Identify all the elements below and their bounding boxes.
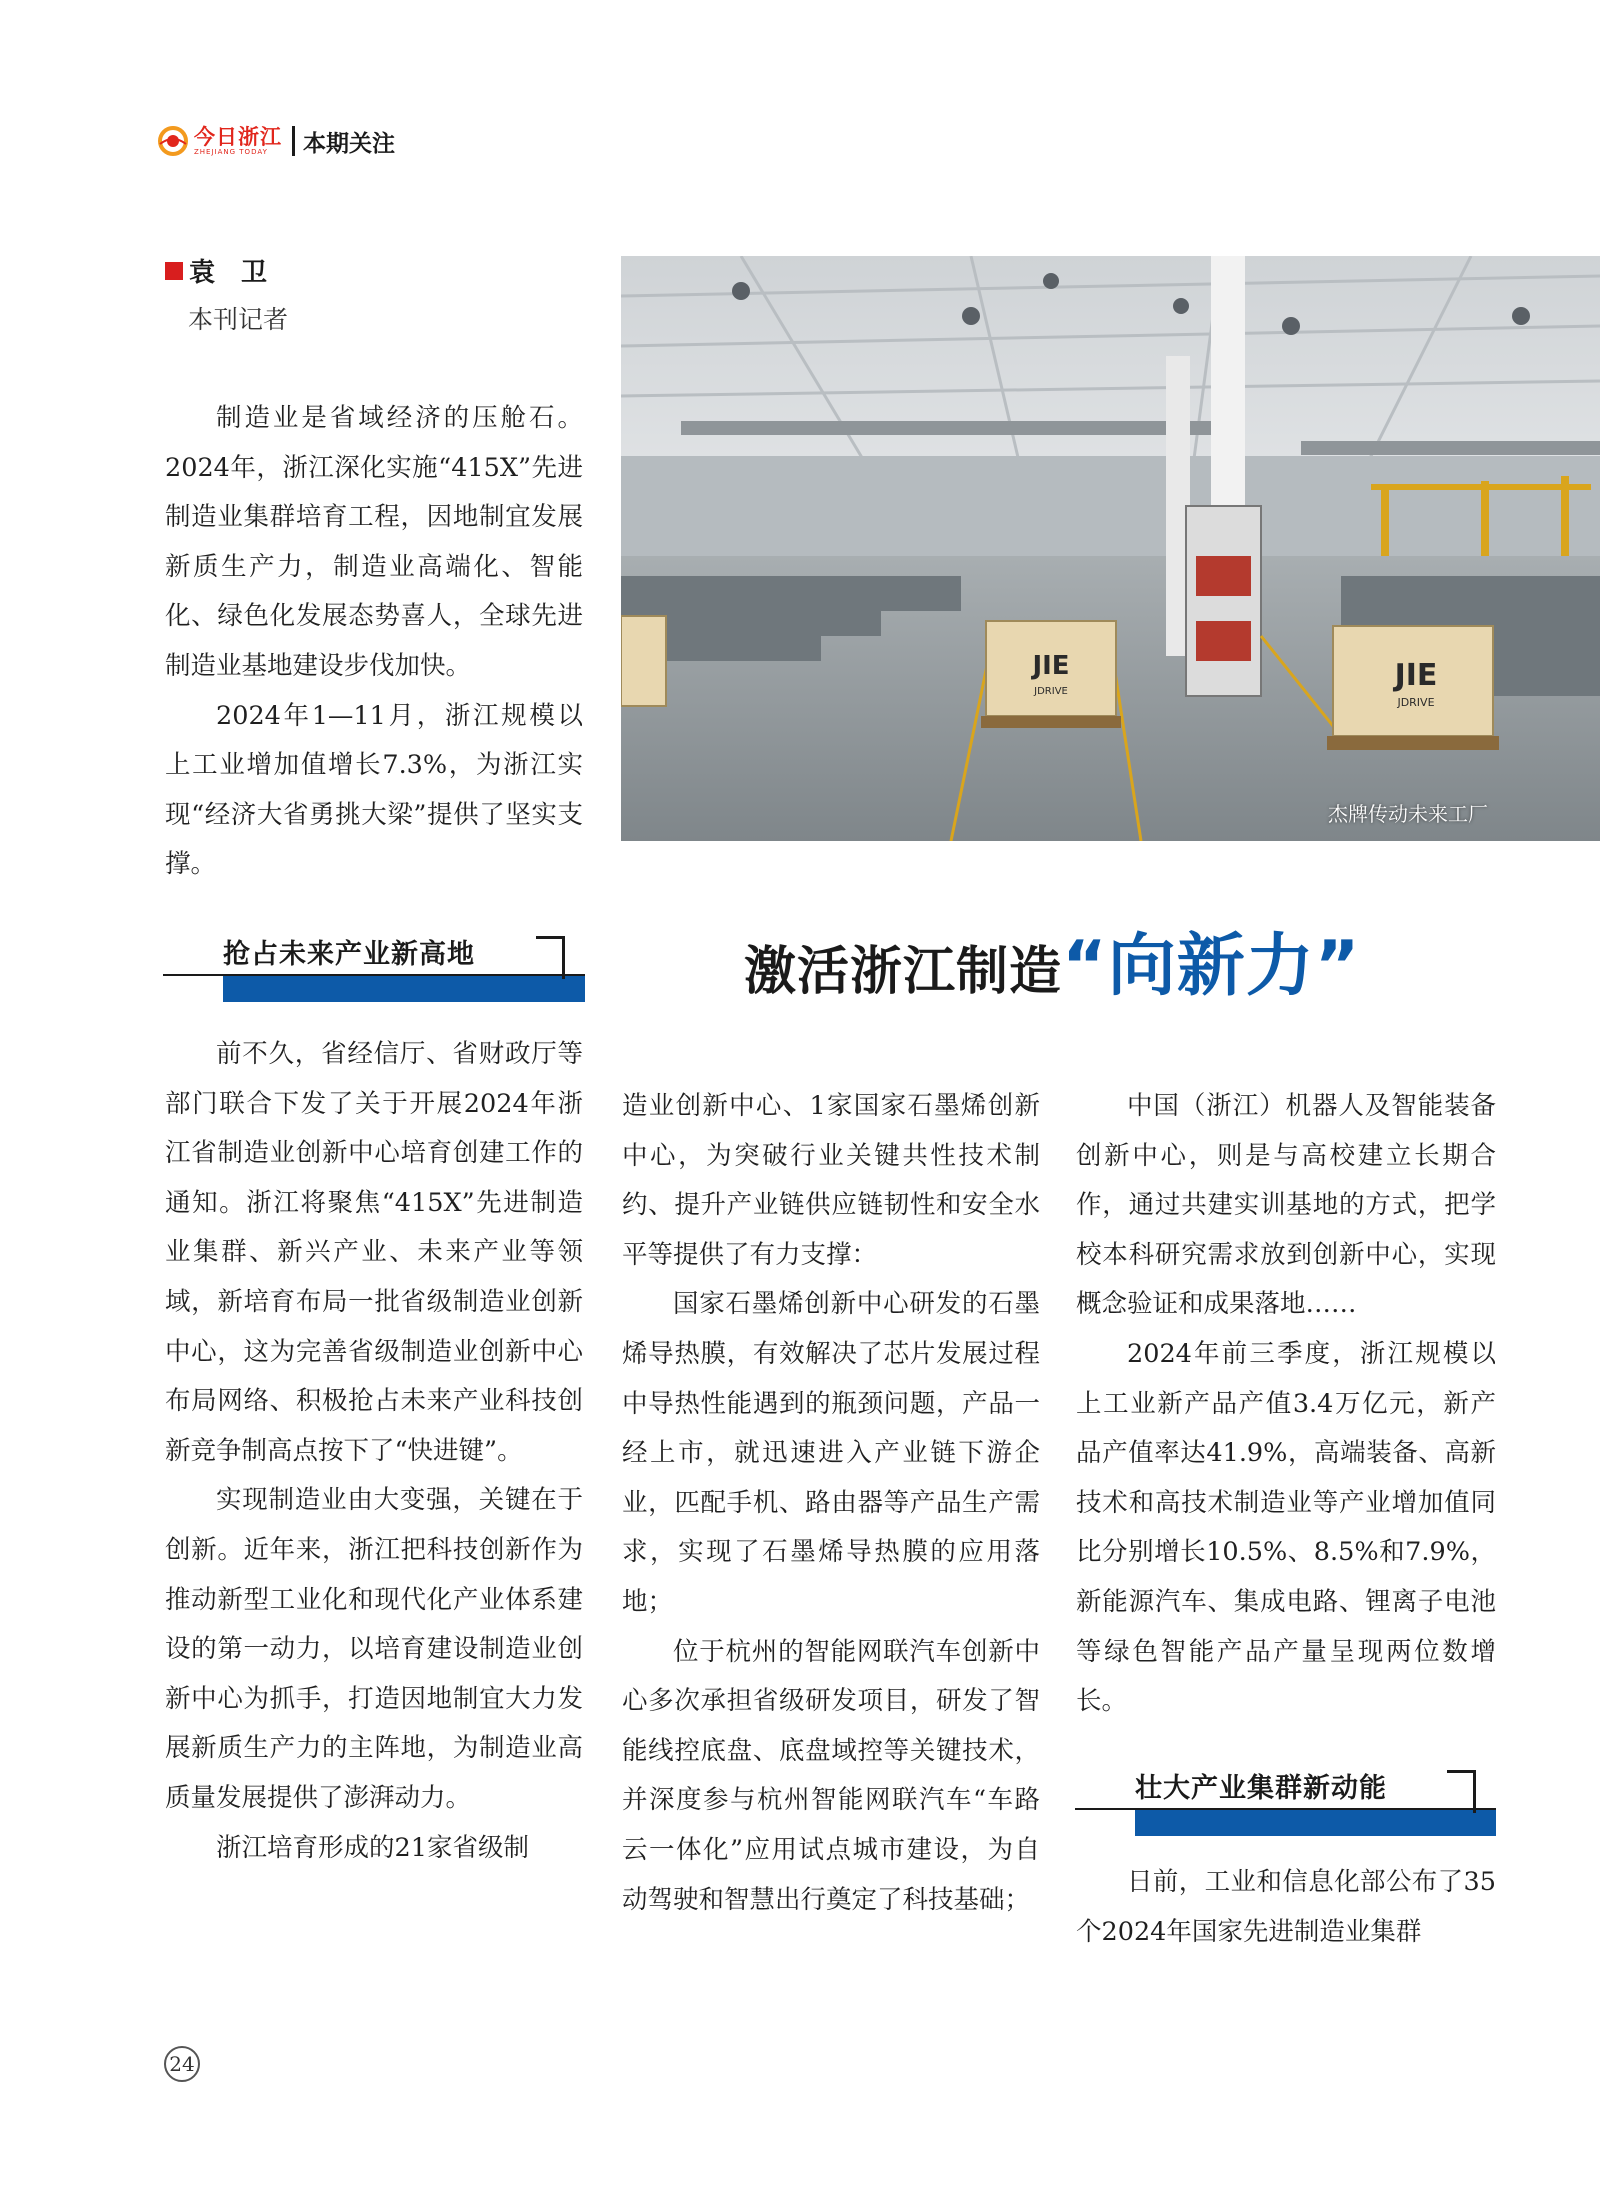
- author-role: 本刊记者: [188, 305, 289, 334]
- magazine-logo-icon: [158, 126, 188, 156]
- crate-left: [981, 621, 1121, 728]
- paragraph: 实现制造业由大变强，关键在于创新。近年来，浙江把科技创新作为推动新型工业化和现代化产业体系建设的第一动力，以培育建设制造业创新中心为抓手，打造因地制宜大力发展新质生产力的主阵地，为制造业高质量发展提供了澎湃动力。: [165, 1485, 583, 1813]
- logo-chinese: 今日浙江: [194, 124, 282, 149]
- section-title: 壮大产业集群新动能: [1135, 1773, 1387, 1804]
- column-1: [165, 1030, 583, 1873]
- crate-left-brand: JIE: [1032, 651, 1070, 681]
- article-title-accent: “向新力”: [1062, 927, 1361, 1006]
- crate-right: [1327, 626, 1499, 750]
- factory-illustration: [621, 256, 1600, 841]
- paragraph: 国家石墨烯创新中心研发的石墨烯导热膜，有效解决了芯片发展过程中导热性能遇到的瓶颈问题，产品一经上市，就迅速进入产业链下游企业，匹配手机、路由器等产品生产需求，实现了石墨烯导热膜的应用落地；: [622, 1289, 1040, 1617]
- author-marker-icon: [165, 262, 183, 280]
- header-divider: [292, 126, 295, 156]
- article-title-main: 激活浙江制造: [744, 941, 1063, 1002]
- paragraph: 造业创新中心、1家国家石墨烯创新中心，为突破行业关键共性技术制约、提升产业链供应链韧性和安全水平等提供了有力支撑：: [622, 1091, 1040, 1270]
- crate-right-sub: JDRIVE: [1397, 696, 1435, 709]
- photo-caption: 杰牌传动未来工厂: [1328, 802, 1488, 826]
- paragraph: 2024年1—11月，浙江规模以上工业增加值增长7.3%，为浙江实现“经济大省勇挑大梁”提供了坚实支撑。: [165, 700, 583, 880]
- section-label: 本期关注: [303, 130, 395, 157]
- factory-photo: [621, 256, 1600, 841]
- paragraph: 2024年前三季度，浙江规模以上工业新产品产值3.4万亿元，新产品产值率达41.9%，高端装备、高新技术和高技术制造业等产业增加值同比分别增长10.5%、8.5%和7.9%，新能源汽车、集成电路、锂离子电池等绿色智能产品产量呈现两位数增长。: [1076, 1338, 1496, 1717]
- author-name: 袁 卫: [189, 258, 268, 288]
- paragraph: 位于杭州的智能网联汽车创新中心多次承担省级研发项目，研发了智能线控底盘、底盘域控等关键技术，并深度参与杭州智能网联汽车“车路云一体化”应用试点城市建设，为自动驾驶和智慧出行奠定了科技基础；: [622, 1636, 1040, 1915]
- magazine-header: [158, 118, 395, 164]
- author-name-block: [165, 252, 267, 289]
- paragraph: 中国（浙江）机器人及智能装备创新中心，则是与高校建立长期合作，通过共建实训基地的方式，把学校本科研究需求放到创新中心，实现概念验证和成果落地……: [1076, 1091, 1496, 1320]
- column-2: [622, 1082, 1040, 1925]
- paragraph: 浙江培育形成的21家省级制: [216, 1832, 529, 1863]
- column-3: [1076, 1082, 1496, 1727]
- article-title: [744, 912, 1360, 1009]
- logo-english: ZHEJIANG TODAY: [194, 147, 268, 156]
- page-number: 24: [164, 2046, 200, 2082]
- crate-left-sub: JDRIVE: [1034, 686, 1068, 697]
- paragraph: 日前，工业和信息化部公布了35个2024年国家先进制造业集群: [1076, 1867, 1496, 1947]
- section-header-2: [1075, 1762, 1496, 1836]
- paragraph: 制造业是省域经济的压舱石。2024年，浙江深化实施“415X”先进制造业集群培育工程，因地制宜发展新质生产力，制造业高端化、智能化、绿色化发展态势喜人，全球先进制造业基地建设步伐加快。: [165, 403, 583, 681]
- magazine-logo-text: [194, 126, 282, 157]
- column-3-continued: [1076, 1858, 1496, 1957]
- section-title: 抢占未来产业新高地: [223, 939, 475, 970]
- section-header-1: [163, 928, 585, 1002]
- crate-right-brand: JIE: [1394, 658, 1438, 693]
- paragraph: 前不久，省经信厅、省财政厅等部门联合下发了关于开展2024年浙江省制造业创新中心培育创建工作的通知。浙江将聚焦“415X”先进制造业集群、新兴产业、未来产业等领域，新培育布局一批省级制造业创新中心，这为完善省级制造业创新中心布局网络、积极抢占未来产业科技创新竞争制高点按下了“快进键”。: [165, 1039, 583, 1466]
- intro-column: [165, 394, 583, 890]
